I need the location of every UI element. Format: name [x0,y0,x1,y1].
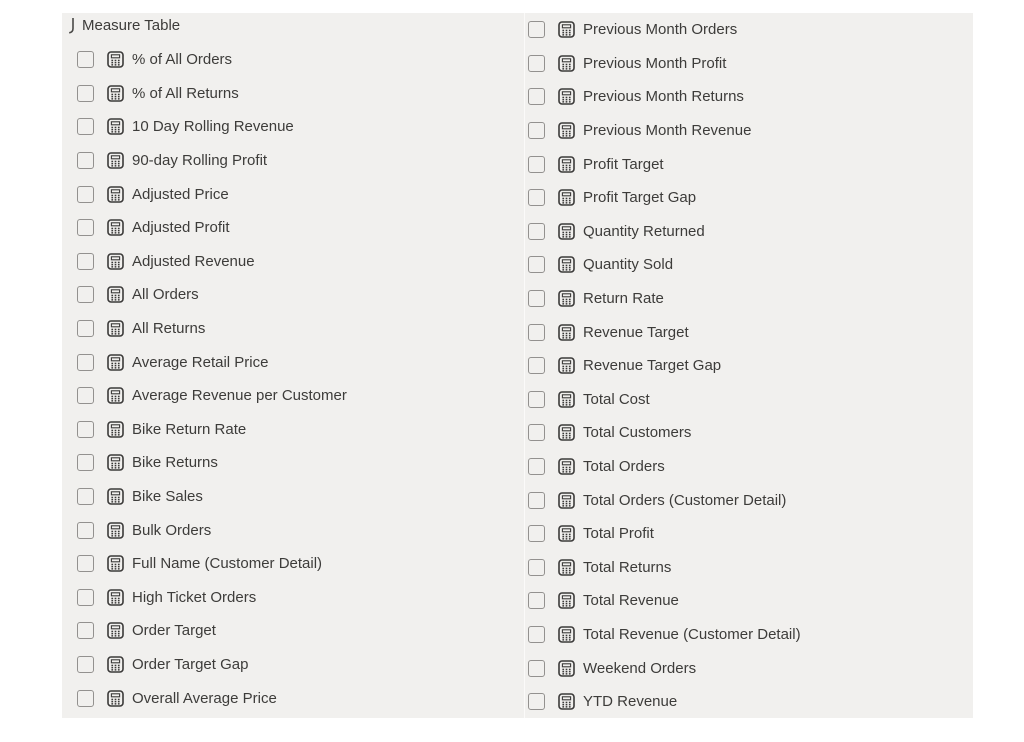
field-list-column-right [524,13,973,718]
measure-label: Total Cost [583,390,650,408]
measure-label: Previous Month Profit [583,54,727,72]
measure-checkbox[interactable] [528,693,545,710]
calculator-icon [107,622,124,639]
measure-label: Revenue Target Gap [583,357,722,375]
measure-row[interactable] [525,80,973,114]
measure-row[interactable] [525,248,973,282]
measure-row[interactable] [525,349,973,383]
measure-checkbox[interactable] [77,152,94,169]
measure-label: Previous Month Revenue [583,122,752,140]
measure-checkbox[interactable] [528,559,545,576]
measure-label: Quantity Returned [583,222,705,240]
measure-row[interactable] [525,315,973,349]
measure-row[interactable] [525,147,973,181]
calculator-icon [107,421,124,438]
measure-row[interactable] [62,581,524,615]
measure-checkbox[interactable] [528,391,545,408]
measure-checkbox[interactable] [528,223,545,240]
calculator-icon [107,51,124,68]
measure-checkbox[interactable] [528,290,545,307]
measure-row[interactable] [62,614,524,648]
measure-label: Average Retail Price [132,353,269,371]
measure-checkbox[interactable] [528,55,545,72]
measure-checkbox[interactable] [77,656,94,673]
measure-label: Total Returns [583,558,672,576]
calculator-icon [558,21,575,38]
measure-row[interactable] [62,245,524,279]
field-list-panel [62,13,973,718]
measure-rows-left [62,43,524,715]
measure-label: Bike Sales [132,488,203,506]
measure-checkbox[interactable] [528,660,545,677]
measure-label: Total Revenue (Customer Detail) [583,625,801,643]
measure-row[interactable] [525,551,973,585]
measure-label: Adjusted Price [132,185,229,203]
calculator-icon [558,492,575,509]
measure-checkbox[interactable] [77,690,94,707]
calculator-icon [558,660,575,677]
measure-row[interactable] [62,446,524,480]
measure-label: % of All Returns [132,84,239,102]
measure-table-label: Measure Table [82,16,181,34]
measure-row[interactable] [525,282,973,316]
measure-checkbox[interactable] [77,286,94,303]
calculator-icon [558,122,575,139]
measure-label: Total Profit [583,525,654,543]
calculator-icon [107,454,124,471]
measure-checkbox[interactable] [77,555,94,572]
calculator-icon [107,85,124,102]
measure-row[interactable] [525,618,973,652]
calculator-icon [558,189,575,206]
calculator-icon [558,525,575,542]
measure-row[interactable] [62,648,524,682]
measure-checkbox[interactable] [528,88,545,105]
measure-row[interactable] [525,483,973,517]
calculator-icon [107,354,124,371]
calculator-icon [558,88,575,105]
measure-row[interactable] [62,480,524,514]
measure-row[interactable] [525,47,973,81]
measure-label: YTD Revenue [583,693,678,711]
measure-label: Total Orders (Customer Detail) [583,491,787,509]
measure-row[interactable] [525,416,973,450]
measure-checkbox[interactable] [77,589,94,606]
table-icon-clipped [67,17,76,34]
calculator-icon [107,186,124,203]
calculator-icon [558,156,575,173]
measure-row[interactable] [525,13,973,47]
calculator-icon [107,253,124,270]
measure-checkbox[interactable] [77,421,94,438]
measure-label: Weekend Orders [583,659,697,677]
measure-label: Profit Target [583,155,664,173]
measure-checkbox[interactable] [528,458,545,475]
calculator-icon [107,522,124,539]
measure-checkbox[interactable] [528,492,545,509]
measure-label: Adjusted Revenue [132,252,255,270]
measure-checkbox[interactable] [77,85,94,102]
calculator-icon [107,690,124,707]
measure-row[interactable] [62,278,524,312]
measure-label: High Ticket Orders [132,588,257,606]
measure-row[interactable] [525,383,973,417]
measure-row[interactable] [62,77,524,111]
measure-label: Bike Returns [132,454,218,472]
calculator-icon [107,387,124,404]
measure-label: Order Target Gap [132,655,249,673]
measure-row[interactable] [62,681,524,715]
calculator-icon [558,391,575,408]
measure-label: Previous Month Returns [583,88,744,106]
measure-row[interactable] [62,345,524,379]
measure-label: All Returns [132,320,206,338]
calculator-icon [558,223,575,240]
measure-checkbox[interactable] [77,186,94,203]
measure-row[interactable] [525,517,973,551]
calculator-icon [558,324,575,341]
measure-checkbox[interactable] [528,256,545,273]
measure-label: Profit Target Gap [583,189,697,207]
measure-row[interactable] [525,651,973,685]
calculator-icon [107,656,124,673]
measure-label: Adjusted Profit [132,219,230,237]
measure-row[interactable] [62,513,524,547]
measure-label: Total Orders [583,458,665,476]
calculator-icon [558,357,575,374]
measure-row[interactable] [525,685,973,718]
measure-checkbox[interactable] [77,622,94,639]
measure-checkbox[interactable] [77,522,94,539]
measure-checkbox[interactable] [528,189,545,206]
calculator-icon [558,256,575,273]
measure-row[interactable] [62,177,524,211]
calculator-icon [107,219,124,236]
calculator-icon [107,118,124,135]
measure-label: 90-day Rolling Profit [132,152,268,170]
measure-checkbox[interactable] [77,320,94,337]
measure-row[interactable] [525,215,973,249]
measure-checkbox[interactable] [528,592,545,609]
measure-row[interactable] [62,43,524,77]
measure-row[interactable] [62,312,524,346]
measure-row[interactable] [62,413,524,447]
measure-label: Bike Return Rate [132,420,247,438]
calculator-icon [107,152,124,169]
measure-checkbox[interactable] [77,488,94,505]
measure-label: Bulk Orders [132,521,212,539]
measure-checkbox[interactable] [528,324,545,341]
calculator-icon [558,424,575,441]
measure-label: 10 Day Rolling Revenue [132,118,294,136]
calculator-icon [558,290,575,307]
measure-checkbox[interactable] [528,357,545,374]
measure-checkbox[interactable] [528,21,545,38]
measure-label: Revenue Target [583,323,689,341]
measure-label: Previous Month Orders [583,21,738,39]
calculator-icon [107,286,124,303]
measure-rows-right [525,13,973,718]
measure-label: Quantity Sold [583,256,674,274]
calculator-icon [107,320,124,337]
measure-table-header[interactable] [62,13,524,37]
calculator-icon [107,488,124,505]
measure-checkbox[interactable] [77,118,94,135]
measure-label: Return Rate [583,290,664,308]
calculator-icon [107,555,124,572]
measure-checkbox[interactable] [528,424,545,441]
measure-row[interactable] [525,584,973,618]
measure-checkbox[interactable] [528,525,545,542]
measure-row[interactable] [525,181,973,215]
measure-label: Total Revenue [583,592,679,610]
calculator-icon [558,693,575,710]
calculator-icon [558,559,575,576]
measure-checkbox[interactable] [77,354,94,371]
measure-row[interactable] [62,211,524,245]
measure-checkbox[interactable] [77,51,94,68]
measure-checkbox[interactable] [77,253,94,270]
measure-label: All Orders [132,286,199,304]
measure-row[interactable] [525,114,973,148]
measure-label: Average Revenue per Customer [132,387,347,405]
measure-label: Overall Average Price [132,689,277,707]
measure-label: Total Customers [583,424,692,442]
measure-checkbox[interactable] [528,626,545,643]
calculator-icon [558,592,575,609]
measure-row[interactable] [525,450,973,484]
calculator-icon [107,589,124,606]
measure-checkbox[interactable] [528,156,545,173]
calculator-icon [558,626,575,643]
measure-label: % of All Orders [132,51,233,69]
measure-checkbox[interactable] [77,454,94,471]
field-list-column-left [62,13,524,718]
calculator-icon [558,458,575,475]
measure-row[interactable] [62,379,524,413]
measure-row[interactable] [62,110,524,144]
measure-label: Full Name (Customer Detail) [132,555,323,573]
measure-row[interactable] [62,144,524,178]
measure-checkbox[interactable] [77,219,94,236]
measure-label: Order Target [132,622,216,640]
measure-row[interactable] [62,547,524,581]
measure-checkbox[interactable] [528,122,545,139]
measure-checkbox[interactable] [77,387,94,404]
calculator-icon [558,55,575,72]
